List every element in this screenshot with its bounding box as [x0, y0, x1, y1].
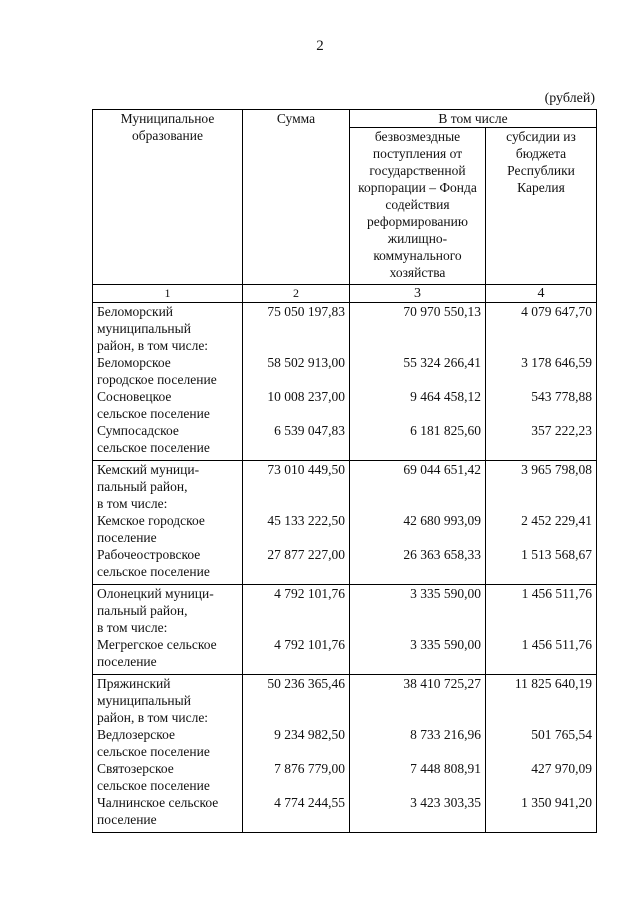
municipality-name: Кемский муници-: [97, 462, 200, 477]
district-group-row: [93, 303, 597, 461]
municipality-name: Пряжинский: [97, 676, 171, 691]
header-sum: Сумма: [243, 110, 350, 285]
sum-value: 7 876 779,00: [274, 761, 345, 776]
sum-value: 50 236 365,46: [267, 676, 345, 691]
subsidy-value: 3 178 646,59: [521, 355, 592, 370]
sum-value: 6 539 047,83: [274, 423, 345, 438]
municipality-name: Чалнинское сельское: [97, 795, 219, 810]
municipality-name: Беломорский: [97, 304, 174, 319]
fund-value: 69 044 651,42: [403, 462, 481, 477]
header-including: В том числе: [350, 110, 597, 128]
subsidy-value: 1 456 511,76: [521, 637, 592, 652]
sum-value: 4 774 244,55: [274, 795, 345, 810]
sum-value: 9 234 982,50: [274, 727, 345, 742]
fund-value: 3 335 590,00: [410, 586, 481, 601]
fund-value: 8 733 216,96: [410, 727, 481, 742]
sum-value: 4 792 101,76: [274, 586, 345, 601]
subsidy-value: 357 222,23: [531, 423, 592, 438]
column-number: 4: [486, 285, 597, 303]
budget-table: [92, 109, 597, 833]
fund-value: 26 363 658,33: [403, 547, 481, 562]
municipality-name: район, в том числе:: [97, 710, 209, 725]
fund-value: 55 324 266,41: [403, 355, 481, 370]
subsidy-value: 11 825 640,19: [514, 676, 592, 691]
municipality-name: муниципальный: [97, 693, 191, 708]
subsidy-value: 3 965 798,08: [521, 462, 592, 477]
sum-value: 4 792 101,76: [274, 637, 345, 652]
municipality-name: сельское поселение: [97, 744, 210, 759]
fund-value: 38 410 725,27: [403, 676, 481, 691]
municipality-name: Ведлозерское: [97, 727, 176, 742]
subsidy-value: 4 079 647,70: [521, 304, 592, 319]
municipality-name: поселение: [97, 812, 157, 827]
municipality-name: муниципальный: [97, 321, 191, 336]
municipality-name: городское поселение: [97, 372, 217, 387]
page-number: 2: [316, 38, 324, 54]
municipality-name: Сумпосадское: [97, 423, 179, 438]
units-label: (рублей): [544, 91, 595, 106]
sum-value: 27 877 227,00: [267, 547, 345, 562]
sum-value: 58 502 913,00: [267, 355, 345, 370]
municipality-name: Сосновецкое: [97, 389, 172, 404]
sum-value: 45 133 222,50: [267, 513, 345, 528]
column-number: 3: [350, 285, 486, 303]
fund-value: 7 448 808,91: [410, 761, 481, 776]
municipality-name: Святозерское: [97, 761, 174, 776]
subsidy-value: 501 765,54: [531, 727, 592, 742]
subsidy-value: 1 513 568,67: [521, 547, 592, 562]
municipality-name: Беломорское: [97, 355, 171, 370]
header-municipality: Муниципальное образование: [93, 110, 243, 285]
sum-value: 73 010 449,50: [267, 462, 345, 477]
fund-value: 3 423 303,35: [410, 795, 481, 810]
municipality-name: сельское поселение: [97, 440, 210, 455]
subsidy-value: 427 970,09: [531, 761, 592, 776]
municipality-name: Мегрегское сельское: [97, 637, 217, 652]
municipality-name: сельское поселение: [97, 406, 210, 421]
municipality-name: Рабочеостровское: [97, 547, 201, 562]
district-group-row: [93, 675, 597, 833]
subsidy-value: 1 456 511,76: [521, 586, 592, 601]
municipality-name: в том числе:: [97, 496, 168, 511]
municipality-name: сельское поселение: [97, 564, 210, 579]
district-group-row: [93, 461, 597, 585]
fund-value: 6 181 825,60: [410, 423, 481, 438]
municipality-name: поселение: [97, 654, 157, 669]
district-group-row: [93, 585, 597, 675]
municipality-name: пальный район,: [97, 479, 188, 494]
header-subsidy: субсидии из бюджета Республики Карелия: [486, 128, 597, 285]
municipality-name: сельское поселение: [97, 778, 210, 793]
municipality-name: пальный район,: [97, 603, 188, 618]
column-number: 2: [243, 285, 350, 303]
fund-value: 70 970 550,13: [403, 304, 481, 319]
subsidy-value: 1 350 941,20: [521, 795, 592, 810]
municipality-name: поселение: [97, 530, 157, 545]
municipality-name: Олонецкий муници-: [97, 586, 214, 601]
sum-value: 75 050 197,83: [267, 304, 345, 319]
municipality-name: в том числе:: [97, 620, 168, 635]
fund-value: 42 680 993,09: [403, 513, 481, 528]
column-numbers-row: [93, 285, 597, 303]
municipality-name: Кемское городское: [97, 513, 205, 528]
header-fund: безвозмездные поступления от государственной корпорации – Фонда содействия реформированию жилищно-коммунального хозяйства: [350, 128, 486, 285]
fund-value: 3 335 590,00: [410, 637, 481, 652]
fund-value: 9 464 458,12: [410, 389, 481, 404]
subsidy-value: 2 452 229,41: [521, 513, 592, 528]
sum-value: 10 008 237,00: [267, 389, 345, 404]
subsidy-value: 543 778,88: [531, 389, 592, 404]
column-number: 1: [93, 285, 243, 303]
municipality-name: район, в том числе:: [97, 338, 209, 353]
